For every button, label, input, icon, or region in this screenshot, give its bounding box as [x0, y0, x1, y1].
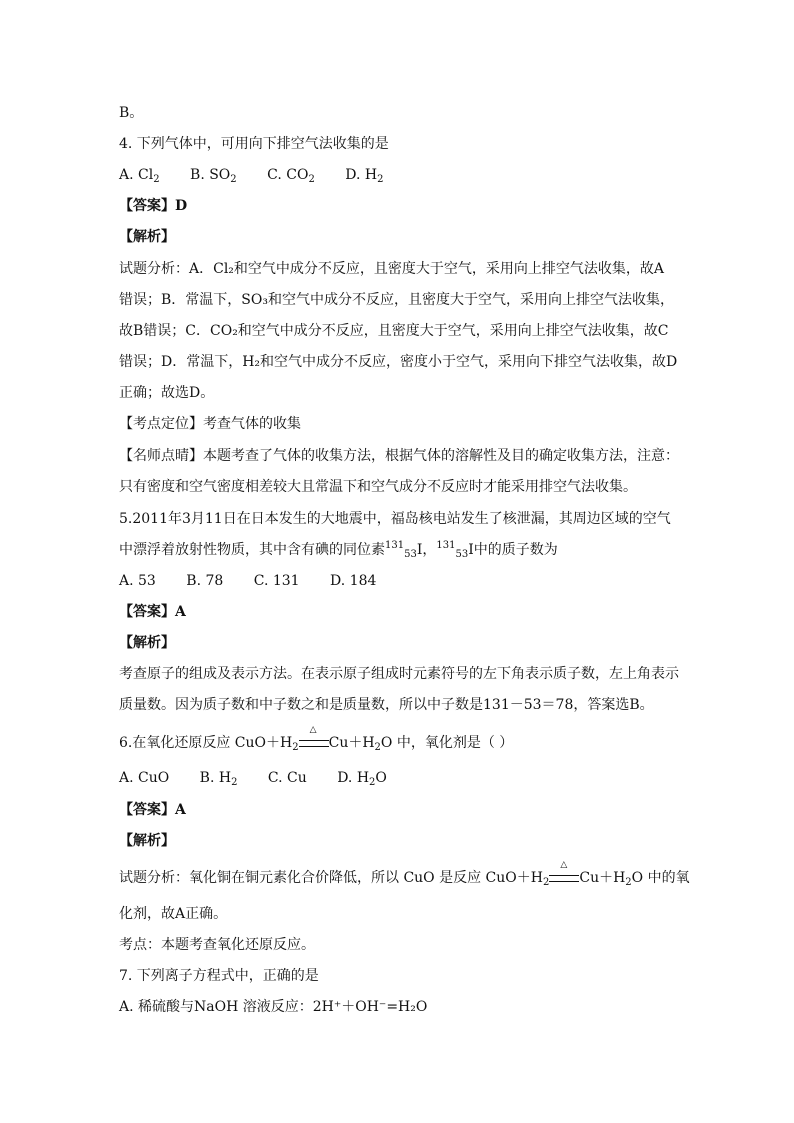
q4-options — [119, 165, 383, 185]
q4-analysis-line-4: 错误；D．常温下，H₂和空气中成分不反应，密度小于空气，采用向下排空气法收集，故D — [119, 354, 678, 370]
q6-analysis-line-2: 化剂，故A正确。 — [119, 906, 228, 922]
q7-option-a: A. 稀硫酸与NaOH 溶液反应：2H⁺＋OH⁻=H₂O — [119, 999, 428, 1015]
q7-stem: 7. 下列离子方程式中，正确的是 — [119, 968, 319, 984]
q6-kaodian: 考点：本题考查氧化还原反应。 — [119, 937, 315, 953]
q4-option-d: D. $H_2$ — [345, 167, 384, 185]
q6-options — [119, 768, 387, 788]
q4-stem: 4. 下列气体中，可用向下排空气法收集的是 — [119, 136, 389, 152]
q4-analysis-line-2: 错误；B．常温下，SO₃和空气中成分不反应，且密度大于空气，采用向上排空气法收集， — [119, 292, 674, 308]
q4-answer: 【答案】D — [119, 198, 188, 214]
q5-analysis-line-2: 质量数。因为质子数和中子数之和是质量数，所以中子数是131－53＝78，答案选B。 — [119, 697, 654, 713]
q6-option-c: C. Cu — [267, 770, 307, 786]
q4-analysis-line-5: 正确；故选D。 — [119, 385, 215, 401]
q4-mingshi-line-2: 只有密度和空气密度相差较大且常温下和空气成分不反应时才能采用排空气法收集。 — [119, 479, 637, 495]
q6-option-b: B. $H_2$ — [199, 770, 238, 788]
q5-option-d: D. 184 — [330, 573, 377, 589]
q5-stem-line-2: 中漂浮着放射性物质，其中含有碘的同位素$^{131}_{53}$I，$^{131}_{53}$I中的质子数为 — [119, 540, 558, 560]
q5-option-a: A. 53 — [119, 573, 156, 589]
q6-answer: 【答案】A — [119, 802, 186, 818]
previous-answer-tail: B。 — [119, 105, 144, 121]
q5-answer: 【答案】A — [119, 604, 186, 620]
q6-stem: 6.在氧化还原反应 $CuO+H_2$ △ $Cu+H_2O$ 中，氧化剂是（ ） — [119, 725, 514, 753]
q5-stem-line-1: 5.2011年3月11日在日本发生的大地震中，福岛核电站发生了核泄漏，其周边区域的空气 — [119, 511, 671, 527]
q5-option-c: C. 131 — [253, 573, 300, 589]
q6-option-a: A. CuO — [119, 770, 170, 786]
q4-analysis-label: 【解析】 — [119, 229, 175, 245]
q4-analysis-line-3: 故B错误；C．CO₂和空气中成分不反应，且密度大于空气，采用向上排空气法收集，故C — [119, 323, 669, 339]
q4-option-a: A. $Cl_2$ — [119, 167, 160, 185]
q6-analysis-label: 【解析】 — [119, 833, 175, 849]
q5-analysis-line-1: 考查原子的组成及表示方法。在表示原子组成时元素符号的左下角表示质子数，左上角表示 — [119, 666, 679, 682]
q4-option-c: C. $CO_2$ — [267, 167, 315, 185]
heating-condition-symbol: △ — [299, 735, 329, 749]
q4-analysis-line-1: 试题分析：A．Cl₂和空气中成分不反应，且密度大于空气，采用向上排空气法收集，故A — [119, 261, 665, 277]
q5-option-b: B. 78 — [186, 573, 224, 589]
iodine-isotope-1: $^{131}_{53}$I — [385, 540, 423, 560]
q4-option-b: B. $SO_2$ — [190, 167, 237, 185]
iodine-isotope-2: $^{131}_{53}$I — [436, 540, 474, 560]
q4-mingshi-line-1: 【名师点晴】本题考查了气体的收集方法，根据气体的溶解性及目的确定收集方法，注意： — [119, 448, 679, 464]
q6-analysis-line-1: 试题分析：氧化铜在铜元素化合价降低，所以 CuO 是反应 $CuO+H_2$ △ $Cu+H_2O$ 中的氧 — [119, 860, 690, 888]
q5-analysis-label: 【解析】 — [119, 635, 175, 651]
heating-condition-symbol: △ — [549, 870, 579, 884]
q6-option-d: D. $H_2O$ — [337, 770, 387, 788]
q4-kaodian: 【考点定位】考查气体的收集 — [119, 416, 301, 432]
q5-options — [119, 571, 376, 591]
